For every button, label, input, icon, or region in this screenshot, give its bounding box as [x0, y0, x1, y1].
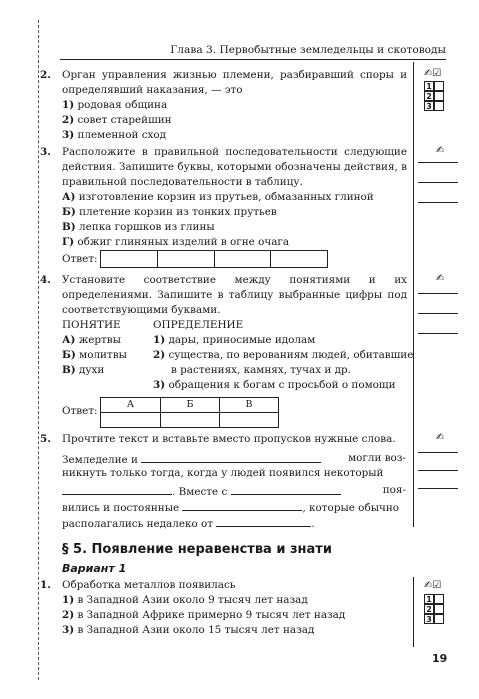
q2-answer-grid — [424, 81, 444, 111]
pencil-check-icon: ✍☑ — [424, 580, 442, 591]
q3-answer-label: Ответ: — [62, 253, 98, 265]
section-title: § 5. Появление неравенства и знати — [62, 542, 332, 557]
q3-option-c: В) лепка горшков из глины — [62, 221, 215, 233]
grid-num: 2 — [424, 604, 434, 614]
q4-definition-3: 3) обращения к богам с просьбой о помощи — [153, 379, 396, 391]
q4-definition-2: 2) существа, по верованиям людей, обитавшие — [153, 349, 414, 361]
q1-option-3[interactable]: 3) в Западной Азии около 15 тысяч лет назад — [62, 624, 315, 636]
margin-answer-line[interactable] — [418, 470, 458, 471]
letter-c: В — [219, 398, 278, 412]
q2-option-3[interactable]: 3) племенной сход — [62, 129, 167, 141]
q5-text: Прочтите текст и вставьте вместо пропусков нужные слова. — [62, 433, 396, 445]
q5-line-2: никнуть только тогда, когда у людей появился некоторый — [62, 467, 384, 479]
answer-cell[interactable] — [270, 251, 327, 267]
q4-answer-table — [100, 397, 279, 428]
page-header: Глава 3. Первобытные земледельцы и скотоводы — [60, 44, 446, 60]
q4-col1-header: ПОНЯТИЕ — [62, 319, 121, 331]
grid-num: 1 — [424, 81, 434, 91]
q4-number: 4. — [40, 274, 51, 286]
q4-concept-b: Б) молитвы — [62, 349, 127, 361]
q2-option-2[interactable]: 2) совет старейшин — [62, 114, 172, 126]
variant-title: Вариант 1 — [62, 562, 127, 575]
grid-num: 2 — [424, 91, 434, 101]
margin-answer-line[interactable] — [418, 162, 458, 163]
q4-concept-a: А) жертвы — [62, 334, 121, 346]
q3-number: 3. — [40, 146, 51, 158]
answer-cell[interactable] — [160, 413, 219, 427]
page-spine-dashes — [38, 20, 39, 680]
margin-answer-line[interactable] — [418, 488, 458, 489]
pencil-icon: ✍ — [436, 432, 445, 443]
answer-cell[interactable] — [219, 413, 278, 427]
q4-concept-c: В) духи — [62, 364, 105, 376]
q1-answer-grid — [424, 594, 444, 624]
blank-field[interactable] — [182, 499, 302, 511]
pencil-icon: ✍ — [436, 273, 445, 284]
blank-field[interactable] — [141, 451, 321, 463]
letter-b: Б — [160, 398, 219, 412]
q4-answer-label: Ответ: — [62, 405, 98, 417]
checkbox-2[interactable] — [434, 604, 444, 614]
q3-text: Расположите в правильной последовательности следующие действия. Запишите буквы, которыми обозначены действия, в правильной последовательности в таблицу. — [62, 146, 407, 188]
q2-text: Орган управления жизнью племени, разбиравший споры и определявший наказания, — это — [62, 69, 407, 96]
margin-answer-line[interactable] — [418, 293, 458, 294]
q4-text: Установите соответствие между понятиями и их определениями. Запишите в таблицу выбранные цифры под соответствующими буквами. — [62, 274, 407, 316]
q3-answer-table — [100, 250, 328, 268]
grid-num: 3 — [424, 614, 434, 624]
q2-number: 2. — [40, 69, 51, 81]
page-number: 19 — [432, 652, 448, 665]
q5-line-3: . Вместе с поя- — [62, 483, 406, 500]
q1-number: 1. — [40, 579, 51, 591]
q5-number: 5. — [40, 433, 51, 445]
margin-answer-line[interactable] — [418, 333, 458, 334]
answer-cell[interactable] — [101, 413, 160, 427]
pencil-icon: ✍ — [436, 145, 445, 156]
q5-line-5: располагались недалеко от . — [62, 515, 315, 532]
margin-rule-bottom — [413, 577, 414, 647]
blank-field[interactable] — [216, 515, 311, 527]
q3-option-b: Б) плетение корзин из тонких прутьев — [62, 206, 277, 218]
grid-num: 1 — [424, 594, 434, 604]
margin-answer-line[interactable] — [418, 452, 458, 453]
margin-answer-line[interactable] — [418, 182, 458, 183]
q1-text: Обработка металлов появилась — [62, 579, 236, 591]
margin-answer-line[interactable] — [418, 313, 458, 314]
q2-option-1[interactable]: 1) родовая община — [62, 99, 168, 111]
q5-line-4: вились и постоянные , которые обычно — [62, 499, 406, 516]
grid-num: 3 — [424, 101, 434, 111]
q5-line-1: Земледелие и могли воз- — [62, 452, 406, 466]
q4-col2-header: ОПРЕДЕЛЕНИЕ — [153, 319, 244, 331]
checkbox-1[interactable] — [434, 81, 444, 91]
pencil-check-icon: ✍☑ — [424, 68, 442, 79]
blank-field[interactable] — [62, 483, 172, 495]
q4-definition-2-cont: в растениях, камнях, тучах и др. — [171, 364, 351, 376]
margin-rule — [413, 62, 414, 527]
answer-cell[interactable] — [214, 251, 271, 267]
q1-option-1[interactable]: 1) в Западной Азии около 9 тысяч лет назад — [62, 594, 308, 606]
blank-field[interactable] — [231, 483, 341, 495]
checkbox-3[interactable] — [434, 614, 444, 624]
q3-option-a: А) изготовление корзин из прутьев, обмазанных глиной — [62, 191, 374, 203]
checkbox-2[interactable] — [434, 91, 444, 101]
q3-option-d: Г) обжиг глиняных изделий в огне очага — [62, 236, 290, 248]
letter-a: А — [126, 399, 135, 410]
answer-cell[interactable] — [101, 251, 157, 267]
answer-cell[interactable] — [157, 251, 214, 267]
q4-definition-1: 1) дары, приносимые идолам — [153, 334, 316, 346]
q1-option-2[interactable]: 2) в Западной Африке примерно 9 тысяч лет назад — [62, 609, 346, 621]
margin-answer-line[interactable] — [418, 202, 458, 203]
checkbox-3[interactable] — [434, 101, 444, 111]
checkbox-1[interactable] — [434, 594, 444, 604]
